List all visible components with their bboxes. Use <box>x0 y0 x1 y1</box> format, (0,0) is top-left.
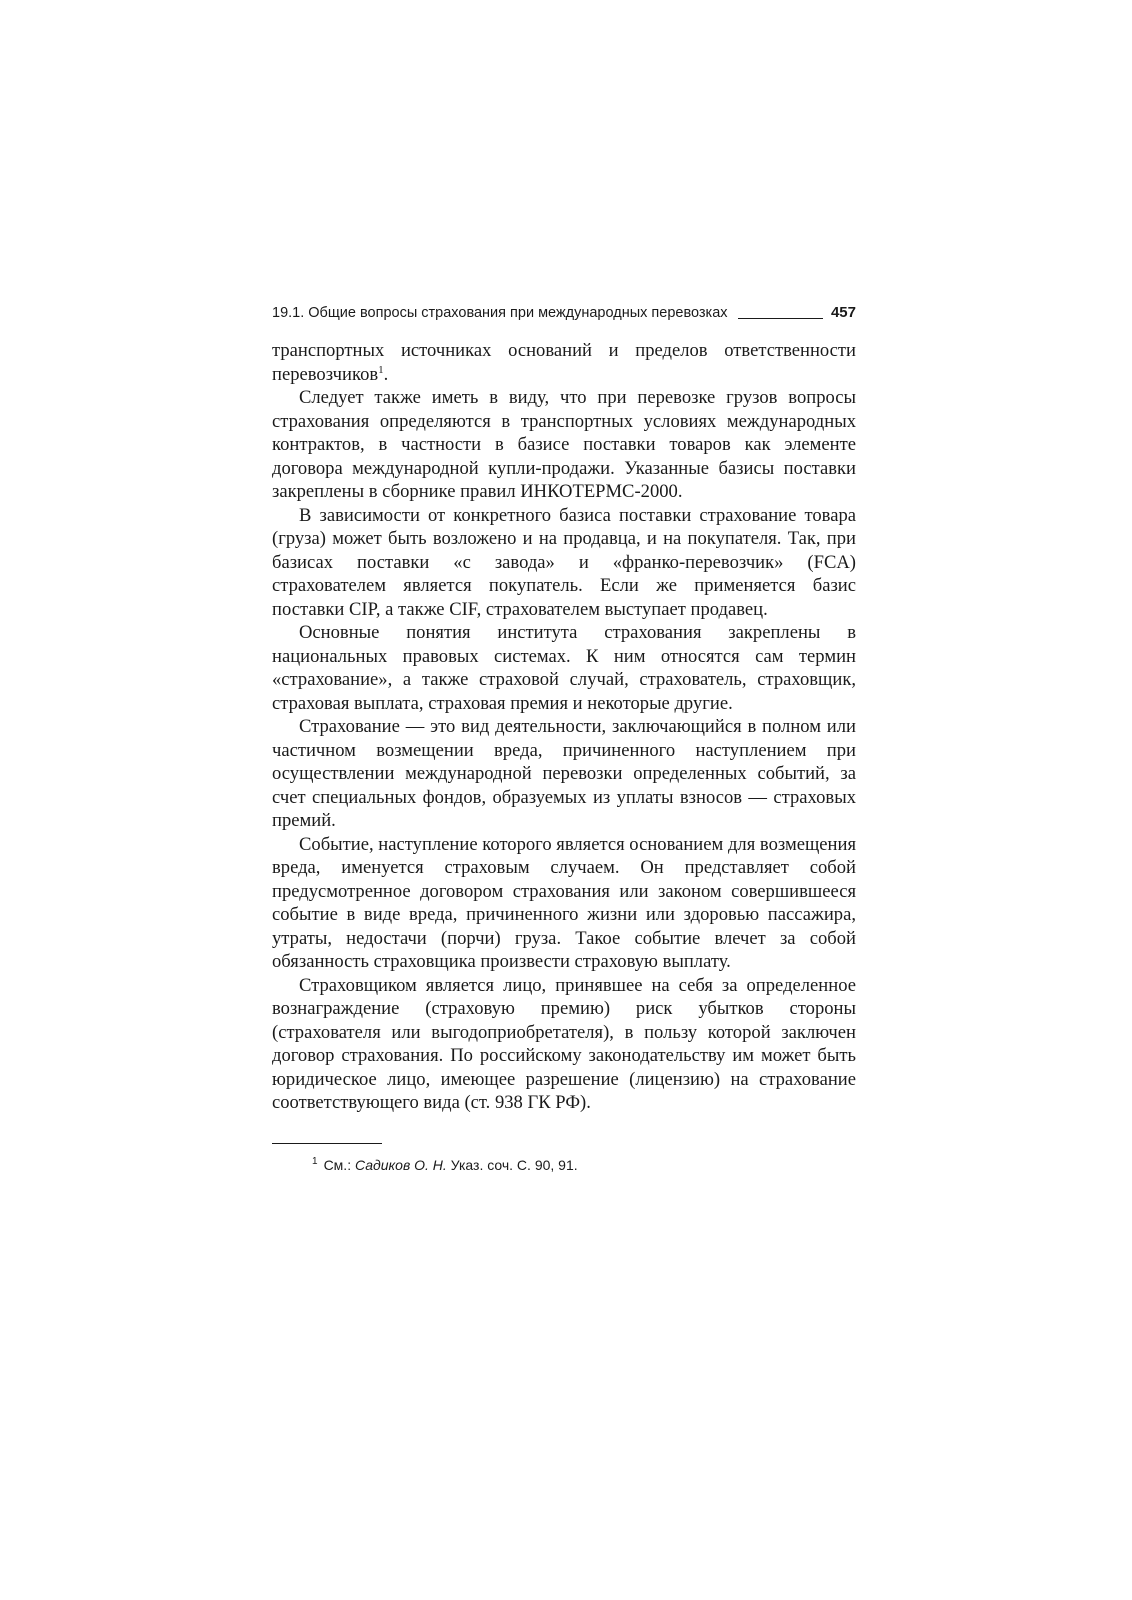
footnote-rule <box>272 1143 382 1144</box>
paragraph-text: транспортных источниках оснований и пределов ответственности перевозчиков <box>272 340 856 385</box>
page-number: 457 <box>830 304 856 321</box>
header-rule <box>738 318 823 319</box>
section-title: 19.1. Общие вопросы страхования при международных перевозках <box>272 305 728 321</box>
paragraph: Событие, наступление которого является основанием для возмещения вреда, именуется страховым случаем. Он представляет собой предусмотренное договором страхования или законом совершившееся событие в виде вреда, причиненного жизни или здоровью пассажира, утраты, недостачи (порчи) груза. Такое событие влечет за собой обязанность страховщика произвести страховую выплату. <box>272 833 856 972</box>
book-page <box>272 304 856 1174</box>
paragraph: Следует также иметь в виду, что при перевозке грузов вопросы страхования определяются в транспортных условиях международных контрактов, в частности в базисе поставки товаров как элементе договора международной купли-продажи. Указанные базисы поставки закреплены в сборнике правил ИНКОТЕРМС-2000. <box>272 387 856 502</box>
paragraph: Страховщиком является лицо, принявшее на себя за определенное вознаграждение (страховую премию) риск убытков стороны (страхователя или выгодоприобретателя), в пользу которой заключен договор страхования. По российскому законодательству им может быть юридическое лицо, имеющее разрешение (лицензию) на страхование соответствующего вида (ст. 938 ГК РФ). <box>272 974 856 1113</box>
footnote-reference: 1 <box>378 363 384 376</box>
paragraph-end-punctuation: . <box>383 363 389 385</box>
footnote <box>272 1156 856 1174</box>
paragraph: В зависимости от конкретного базиса поставки страхование товара (груза) может быть возложено и на продавца, и на покупателя. Так, при базисах поставки «с завода» и «франко-перевозчик» (FCA) страхователем является покупатель. Если же применяется базис поставки CIP, а также CIF, страхователем выступает продавец. <box>272 504 856 620</box>
body-text <box>272 339 856 1115</box>
running-head <box>272 304 856 322</box>
footnote-prefix: См.: <box>323 1156 355 1173</box>
paragraph-continuation <box>272 339 856 386</box>
paragraph: Страхование — это вид деятельности, заключающийся в полном или частичном возмещении вреда, причиненного наступлением при осуществлении международной перевозки определенных событий, за счет специальных фондов, образуемых из уплаты взносов — страховых премий. <box>272 716 856 831</box>
paragraph: Основные понятия института страхования закреплены в национальных правовых системах. К ним относятся сам термин «страхование», а также страховой случай, страхователь, страховщик, страховая выплата, страховая премия и некоторые другие. <box>272 622 856 714</box>
footnote-author: Садиков О. Н. <box>354 1156 447 1173</box>
footnote-citation: Указ. соч. С. 90, 91. <box>446 1156 578 1173</box>
footnote-mark: 1 <box>312 1155 318 1167</box>
